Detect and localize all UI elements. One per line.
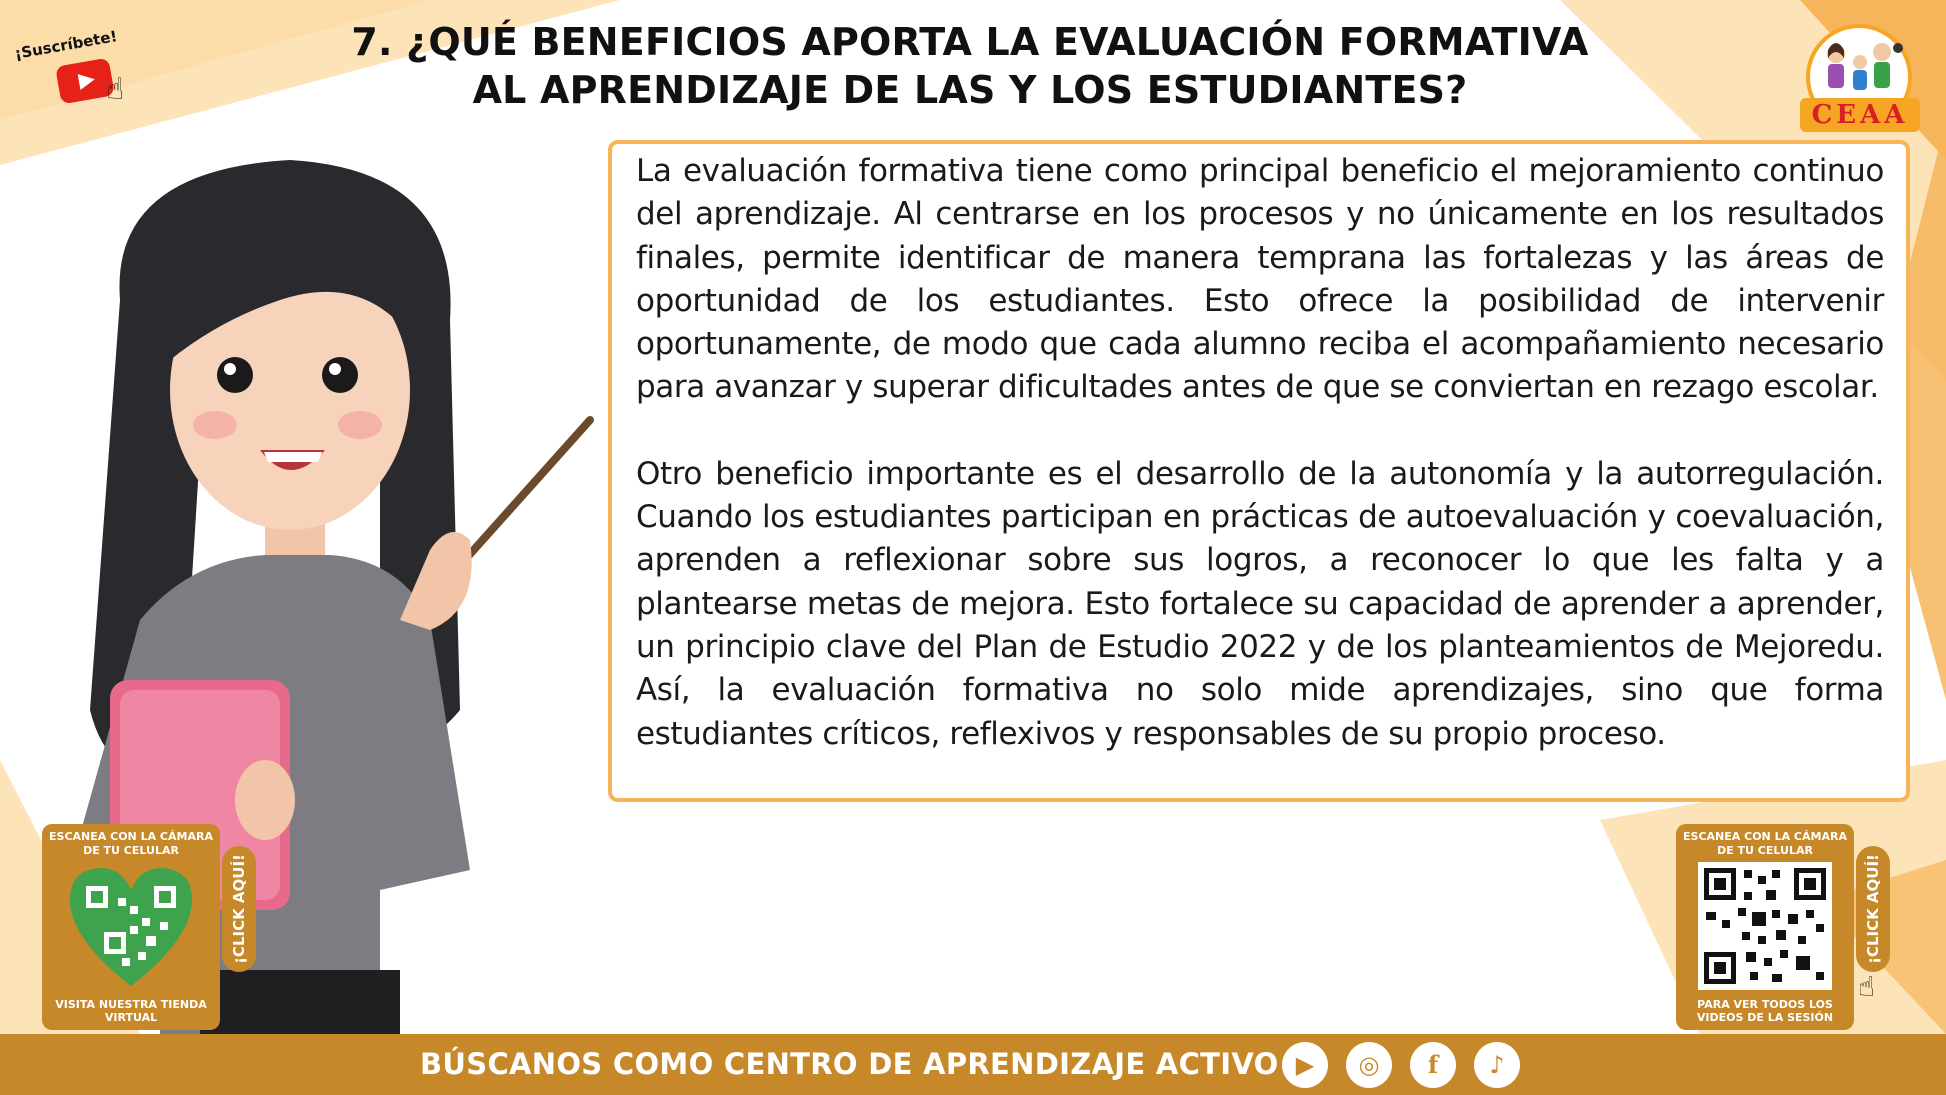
qr-videos-top-text: ESCANEA CON LA CÁMARA DE TU CELULAR (1683, 830, 1847, 857)
footer-bar (0, 1034, 1946, 1095)
ceaa-logo (1800, 24, 1920, 134)
footer-text: BÚSCANOS COMO CENTRO DE APRENDIZAJE ACTIVO (420, 1047, 1279, 1081)
title-line-1: 7. ¿QUÉ BENEFICIOS APORTA LA EVALUACIÓN FORMATIVA (351, 20, 1589, 64)
paragraph-2: Otro beneficio importante es el desarrollo de la autonomía y la autorregulación. Cuando los estudiantes participan en prácticas de autoevaluación y coevaluación, aprenden a reflexionar sobre sus logros, a reconocer lo que les falta y a plantearse metas de mejora. Esto fortalece su capacidad de aprender a aprender, un principio clave del Plan de Estudio 2022 y de los planteamientos de Mejoredu. Así, la evaluación formativa no solo mide aprendizajes, sino que forma estudiantes críticos, reflexivos y responsables de su propio proceso. (636, 455, 1884, 752)
facebook-icon[interactable]: f (1410, 1042, 1456, 1088)
click-here-store[interactable] (222, 846, 256, 972)
subscribe-badge[interactable] (14, 18, 144, 108)
qr-videos-bottom-text: PARA VER TODOS LOS VIDEOS DE LA SESIÓN (1696, 998, 1834, 1024)
pointing-hand-icon: ☝ (106, 72, 125, 107)
pointing-hand-icon: ☝ (1858, 970, 1876, 1003)
content-box (608, 140, 1910, 802)
paragraph-1: La evaluación formativa tiene como principal beneficio el mejoramiento continuo del aprendizaje. Al centrarse en los procesos y no únicamente en los resultados finales, permite identificar de manera temprana las fortalezas y las áreas de oportunidad de los estudiantes. Esto ofrece la posibilidad de intervenir oportunamente, de modo que cada alumno reciba el acompañamiento necesario para avanzar y superar dificultades antes de que se conviertan en rezago escolar. (636, 153, 1884, 406)
qr-card-store[interactable] (42, 824, 220, 1030)
subscribe-label: ¡Suscríbete! (13, 27, 119, 63)
qr-heart-code-icon[interactable] (64, 862, 198, 990)
click-here-label: ¡CLICK AQUÍ! (230, 854, 248, 964)
click-here-label: ¡CLICK AQUÍ! (1864, 854, 1882, 964)
pointing-hand-icon: ☝ (224, 970, 242, 1003)
title-line-2: AL APRENDIZAJE DE LAS Y LOS ESTUDIANTES? (472, 68, 1468, 112)
youtube-icon[interactable]: ▶ (1282, 1042, 1328, 1088)
page-title (330, 18, 1610, 114)
qr-store-top-text: ESCANEA CON LA CÁMARA DE TU CELULAR (49, 830, 213, 857)
instagram-icon[interactable]: ◎ (1346, 1042, 1392, 1088)
logo-text: CEAA (1800, 98, 1920, 132)
tiktok-icon[interactable]: ♪ (1474, 1042, 1520, 1088)
qr-code-icon[interactable] (1698, 862, 1832, 990)
family-illustration-icon (1810, 28, 1908, 98)
click-here-videos[interactable] (1856, 846, 1890, 972)
qr-card-videos[interactable] (1676, 824, 1854, 1030)
qr-store-bottom-text: VISITA NUESTRA TIENDA VIRTUAL (55, 998, 207, 1024)
